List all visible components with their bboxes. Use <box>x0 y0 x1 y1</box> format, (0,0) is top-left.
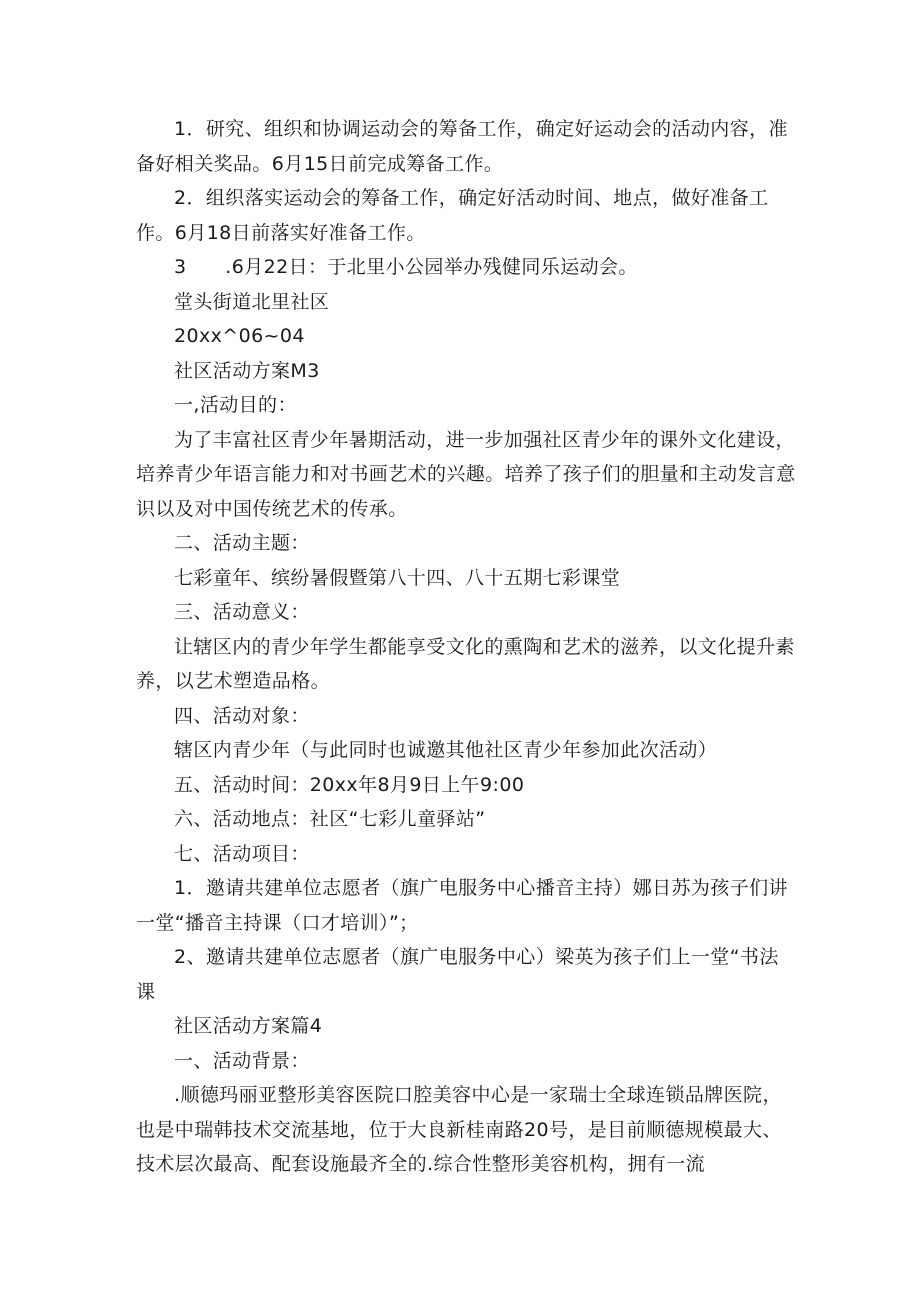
paragraph-13: 四、活动对象： <box>174 704 310 727</box>
paragraph-8: 为了丰富社区青少年暑期活动，进一步加强社区青少年的课外文化建设，培养青少年语言能力和对书画艺术的兴趣。培养了孩子们的胆量和主动发言意识以及对中国传统艺术的传承。 <box>136 428 796 520</box>
paragraph-6: 社区活动方案M3 <box>174 359 320 382</box>
paragraph-15: 五、活动时间：20xx年8月9日上午9:00 <box>174 773 525 796</box>
paragraph-1: 1．研究、组织和协调运动会的筹备工作，确定好运动会的活动内容，准备好相关奖品。6月15日前完成筹备工作。 <box>136 118 788 175</box>
paragraph-9: 二、活动主题： <box>174 532 310 554</box>
paragraph-14: 辖区内青少年（与此同时也诚邀其他社区青少年参加此次活动） <box>174 739 718 761</box>
paragraph-7: 一,活动目的： <box>174 394 297 416</box>
paragraph-22: .顺德玛丽亚整形美容医院口腔美容中心是一家瑞士全球连锁品牌医院，也是中瑞韩技术交流基地，位于大良新桂南路20号，是目前顺德规模最大、技术层次最高、配套设施最齐全的.综合性整形美容机构，拥有一流 <box>136 1084 782 1175</box>
paragraph-2: 2．组织落实运动会的筹备工作，确定好活动时间、地点，做好准备工作。6月18日前落实好准备工作。 <box>136 187 769 244</box>
paragraph-4: 堂头街道北里社区 <box>174 290 330 313</box>
paragraph-5: 20xx^06~04 <box>174 325 305 347</box>
paragraph-19: 2、邀请共建单位志愿者（旗广电服务中心）梁英为孩子们上一堂“书法课 <box>136 946 779 1003</box>
paragraph-18: 1．邀请共建单位志愿者（旗广电服务中心播音主持）娜日苏为孩子们讲一堂“播音主持课（口才培训）”； <box>136 877 788 934</box>
paragraph-17: 七、活动项目： <box>174 842 310 865</box>
paragraph-11: 三、活动意义： <box>174 601 310 623</box>
document-body <box>136 112 796 1182</box>
paragraph-16: 六、活动地点：社区“七彩儿童驿站” <box>174 808 486 830</box>
paragraph-3: 3 .6月22日：于北里小公园举办残健同乐运动会。 <box>174 256 638 278</box>
paragraph-20: 社区活动方案篇4 <box>174 1015 323 1037</box>
paragraph-10: 七彩童年、缤纷暑假暨第八十四、八十五期七彩课堂 <box>174 566 621 589</box>
paragraph-12: 让辖区内的青少年学生都能享受文化的熏陶和艺术的滋养，以文化提升素养，以艺术塑造品格。 <box>136 635 795 692</box>
paragraph-21: 一、活动背景： <box>174 1049 310 1072</box>
